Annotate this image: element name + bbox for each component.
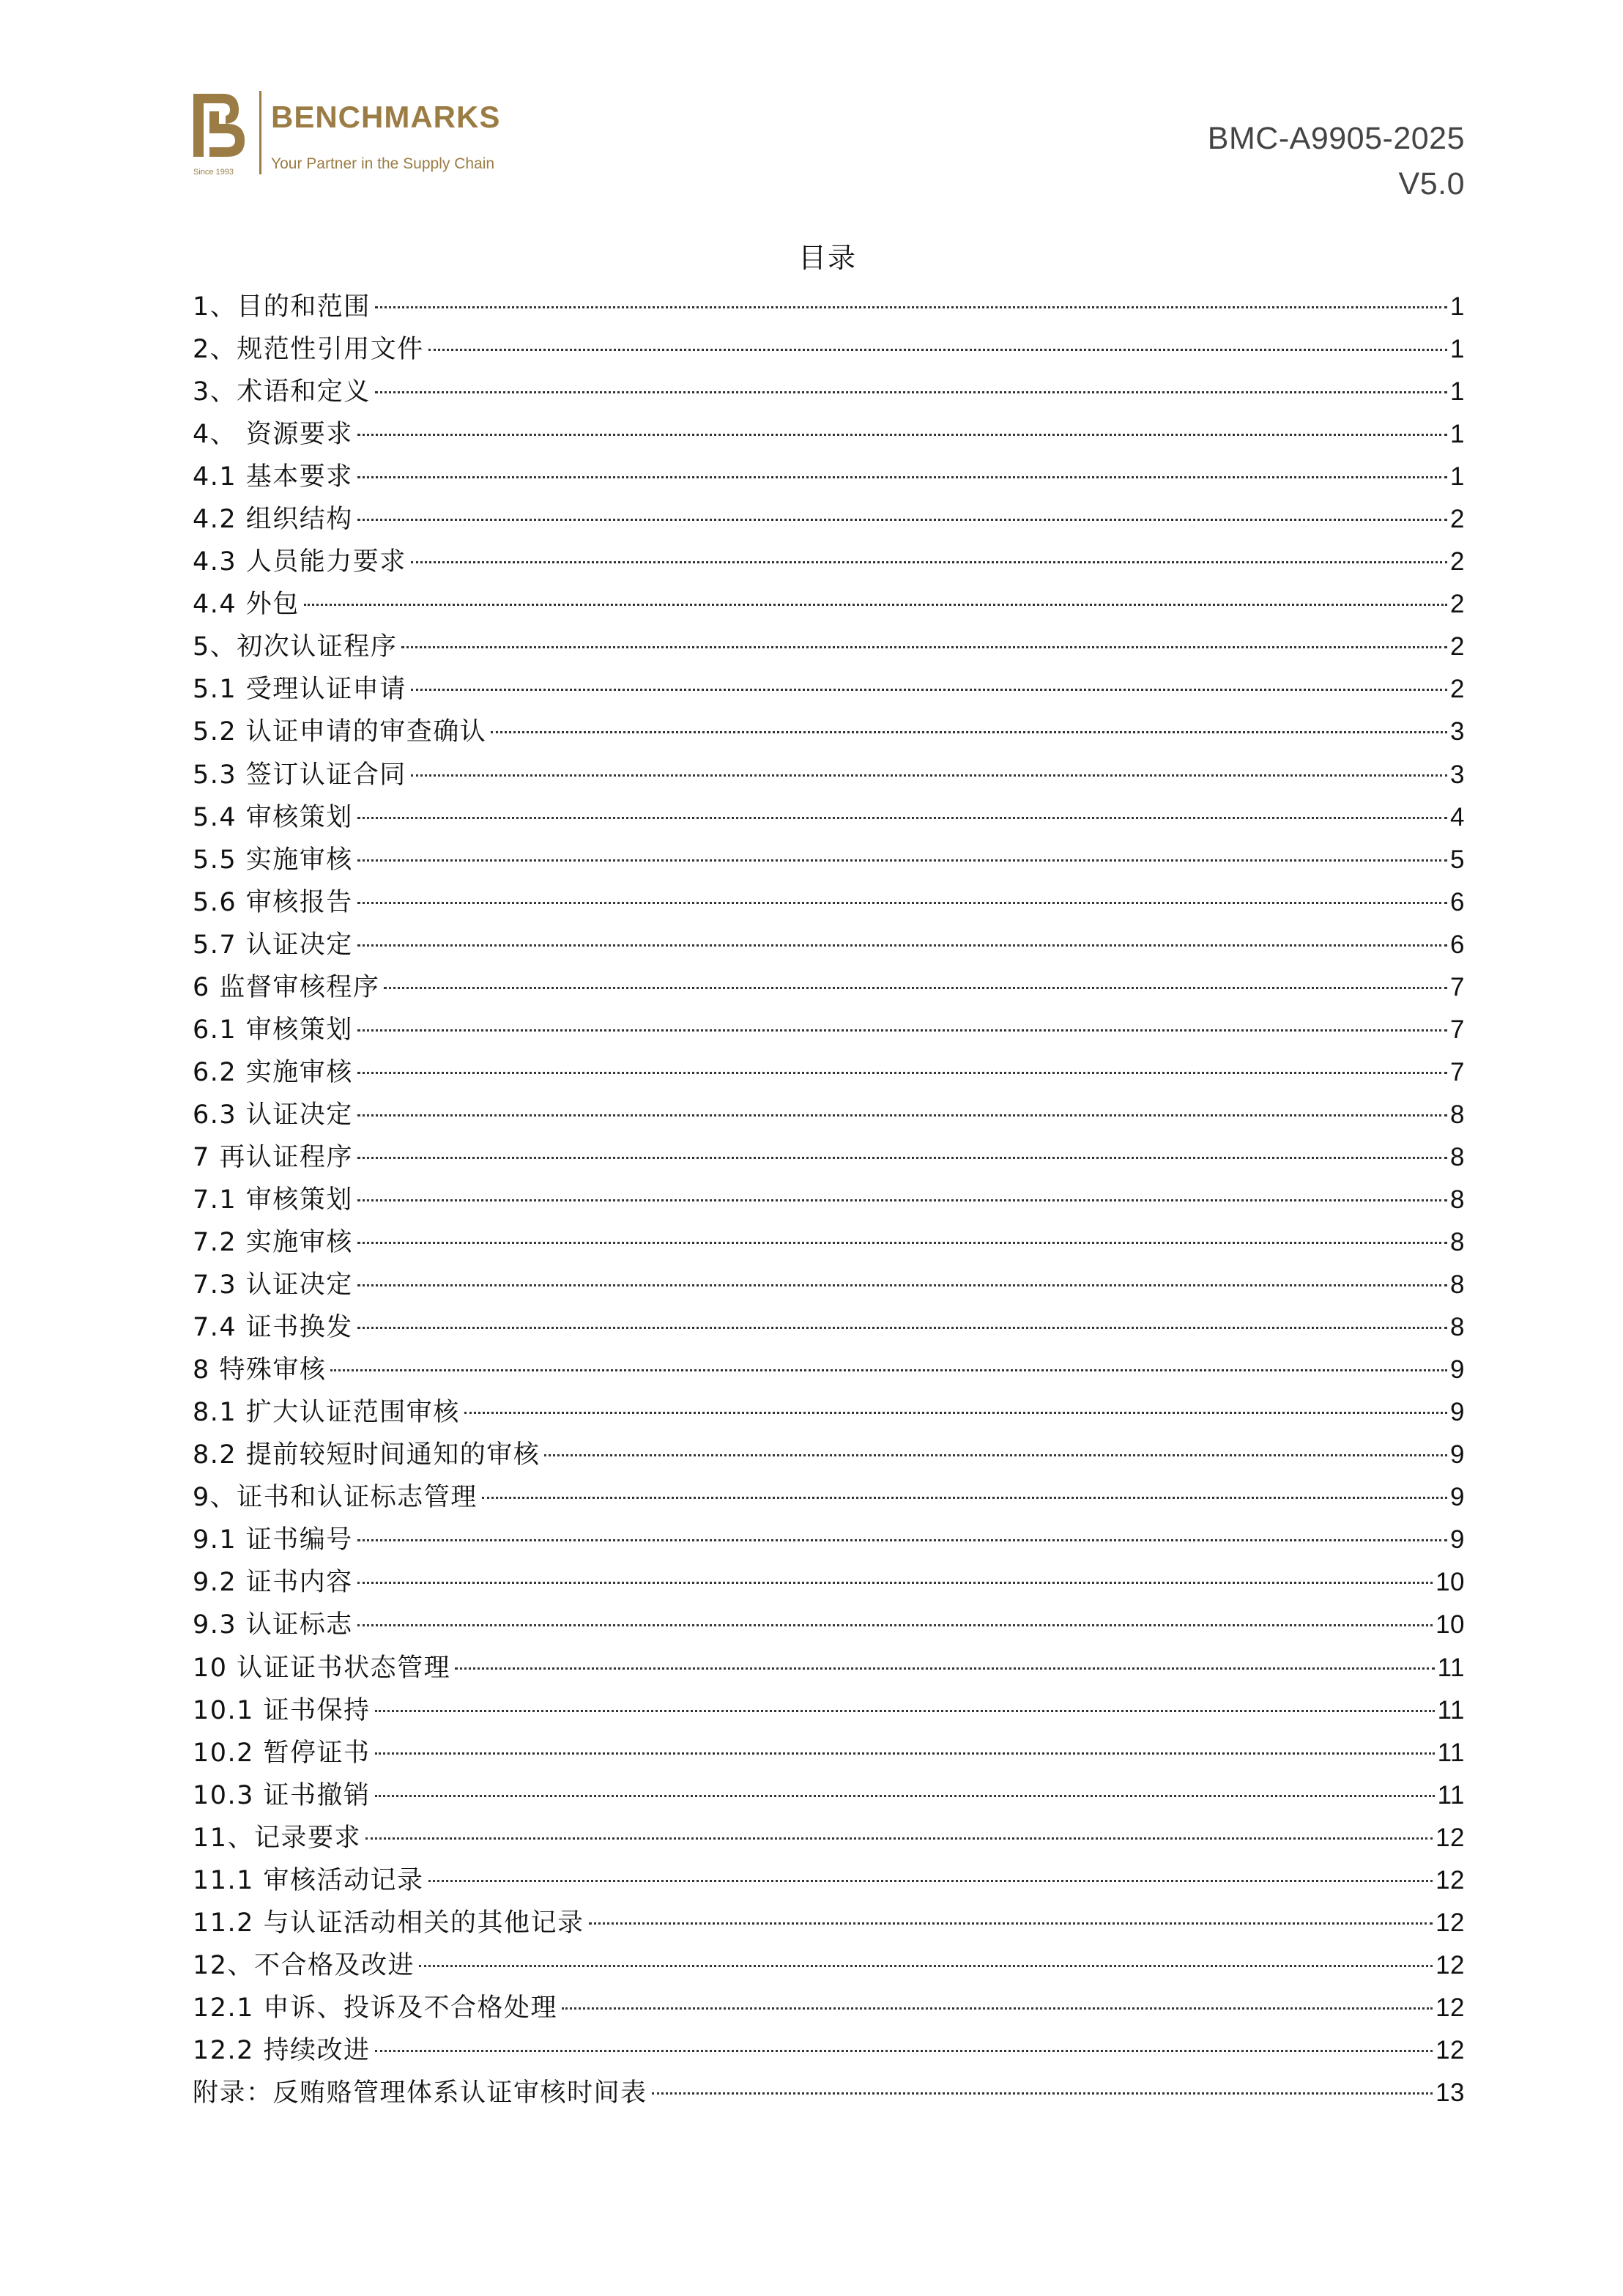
toc-entry-page-number: 4 bbox=[1450, 802, 1465, 832]
toc-entry-label: 12、不合格及改进 bbox=[193, 1950, 415, 1980]
toc-entry-page-number: 12 bbox=[1436, 1908, 1465, 1937]
toc-dot-leader bbox=[357, 434, 1447, 436]
toc-entry-page-number: 9 bbox=[1450, 1398, 1465, 1427]
toc-entry-page-number: 1 bbox=[1450, 335, 1465, 364]
toc-entry-page-number: 8 bbox=[1450, 1270, 1465, 1300]
toc-entry-label: 1、目的和范围 bbox=[193, 292, 371, 322]
toc-dot-leader bbox=[411, 689, 1447, 691]
toc-dot-leader bbox=[419, 1965, 1433, 1967]
toc-entry-label: 5.5 实施审核 bbox=[193, 845, 353, 875]
toc-entry-label: 11.1 审核活动记录 bbox=[193, 1865, 424, 1895]
toc-entry-page-number: 7 bbox=[1450, 972, 1465, 1001]
toc-dot-leader bbox=[375, 2050, 1433, 2052]
toc-entry[interactable] bbox=[193, 1689, 1465, 1732]
toc-entry[interactable] bbox=[193, 839, 1465, 881]
toc-entry-label: 6 监督审核程序 bbox=[193, 972, 380, 1002]
toc-entry[interactable] bbox=[193, 924, 1465, 966]
toc-entry-page-number: 9 bbox=[1450, 1525, 1465, 1555]
toc-dot-leader bbox=[357, 1624, 1433, 1626]
toc-dot-leader bbox=[491, 731, 1447, 733]
toc-entry-label: 9.2 证书内容 bbox=[193, 1568, 353, 1598]
toc-dot-leader bbox=[357, 1199, 1447, 1201]
toc-entry[interactable] bbox=[193, 413, 1465, 456]
toc-entry-page-number: 1 bbox=[1450, 420, 1465, 449]
toc-dot-leader bbox=[375, 391, 1447, 393]
toc-entry[interactable] bbox=[193, 498, 1465, 541]
toc-entry-page-number: 8 bbox=[1450, 1142, 1465, 1171]
toc-entry-label: 10 认证证书状态管理 bbox=[193, 1653, 451, 1683]
toc-entry[interactable] bbox=[193, 583, 1465, 626]
logo-brand-text: BENCHMARKS bbox=[271, 100, 501, 134]
toc-entry-label: 10.1 证书保持 bbox=[193, 1695, 371, 1725]
toc-entry[interactable] bbox=[193, 1094, 1465, 1136]
toc-entry-page-number: 11 bbox=[1437, 1653, 1465, 1682]
toc-entry[interactable] bbox=[193, 371, 1465, 413]
toc-entry-label: 12.1 申诉、投诉及不合格处理 bbox=[193, 1993, 558, 2023]
toc-entry-label: 9.1 证书编号 bbox=[193, 1525, 353, 1555]
toc-entry-label: 5、初次认证程序 bbox=[193, 632, 398, 662]
toc-dot-leader bbox=[455, 1667, 1434, 1670]
toc-entry[interactable] bbox=[193, 1944, 1465, 1987]
toc-entry-label: 8.1 扩大认证范围审核 bbox=[193, 1398, 460, 1428]
toc-entry-label: 附录：反贿赂管理体系认证审核时间表 bbox=[193, 2078, 647, 2108]
toc-entry[interactable] bbox=[193, 541, 1465, 583]
toc-entry-label: 8.2 提前较短时间通知的审核 bbox=[193, 1440, 541, 1470]
toc-dot-leader bbox=[357, 902, 1447, 904]
toc-entry-page-number: 13 bbox=[1436, 2078, 1465, 2107]
toc-entry[interactable] bbox=[193, 754, 1465, 796]
toc-entry[interactable] bbox=[193, 1987, 1465, 2029]
toc-entry-label: 7.1 审核策划 bbox=[193, 1185, 353, 1215]
toc-entry-page-number: 3 bbox=[1450, 717, 1465, 747]
toc-dot-leader bbox=[357, 1582, 1433, 1584]
toc-list bbox=[193, 286, 1465, 2114]
toc-dot-leader bbox=[411, 561, 1447, 563]
toc-dot-leader bbox=[384, 987, 1447, 989]
toc-entry-page-number: 10 bbox=[1436, 1610, 1465, 1640]
toc-entry-page-number: 7 bbox=[1450, 1057, 1465, 1086]
toc-entry[interactable] bbox=[193, 1476, 1465, 1519]
toc-entry-page-number: 9 bbox=[1450, 1483, 1465, 1512]
toc-entry-label: 12.2 持续改进 bbox=[193, 2035, 371, 2065]
toc-entry-label: 6.2 实施审核 bbox=[193, 1057, 353, 1087]
toc-entry-page-number: 6 bbox=[1450, 887, 1465, 916]
toc-title: 目录 bbox=[798, 242, 857, 274]
toc-entry[interactable] bbox=[193, 966, 1465, 1009]
toc-entry[interactable] bbox=[193, 1604, 1465, 1646]
toc-entry-label: 11、记录要求 bbox=[193, 1823, 362, 1853]
toc-dot-leader bbox=[357, 1539, 1447, 1541]
toc-dot-leader bbox=[562, 2007, 1433, 2010]
toc-entry-page-number: 1 bbox=[1450, 462, 1465, 492]
toc-entry-page-number: 6 bbox=[1450, 930, 1465, 959]
toc-dot-leader bbox=[357, 859, 1447, 862]
toc-dot-leader bbox=[652, 2092, 1433, 2095]
toc-dot-leader bbox=[304, 604, 1447, 606]
toc-dot-leader bbox=[464, 1412, 1447, 1414]
toc-entry-label: 5.1 受理认证申请 bbox=[193, 675, 406, 705]
toc-entry-label: 7.3 认证决定 bbox=[193, 1270, 353, 1300]
toc-entry-label: 3、术语和定义 bbox=[193, 377, 371, 407]
toc-entry-label: 5.3 签订认证合同 bbox=[193, 760, 406, 790]
toc-entry-page-number: 2 bbox=[1450, 547, 1465, 577]
toc-entry-label: 4.2 组织结构 bbox=[193, 505, 353, 535]
toc-entry-page-number: 12 bbox=[1436, 1823, 1465, 1852]
toc-entry[interactable] bbox=[193, 1349, 1465, 1391]
toc-entry-page-number: 12 bbox=[1436, 1993, 1465, 2022]
toc-dot-leader bbox=[482, 1497, 1447, 1499]
toc-entry[interactable] bbox=[193, 1647, 1465, 1689]
logo-monogram-icon bbox=[193, 94, 245, 157]
toc-dot-leader bbox=[428, 1880, 1433, 1882]
toc-entry-label: 7.2 实施审核 bbox=[193, 1228, 353, 1258]
toc-entry[interactable] bbox=[193, 1051, 1465, 1094]
toc-entry-label: 4.1 基本要求 bbox=[193, 462, 353, 492]
toc-dot-leader bbox=[357, 519, 1447, 521]
toc-entry-page-number: 1 bbox=[1450, 292, 1465, 321]
toc-entry-page-number: 3 bbox=[1450, 760, 1465, 789]
toc-dot-leader bbox=[330, 1369, 1447, 1371]
toc-entry[interactable] bbox=[193, 2072, 1465, 2114]
toc-entry-page-number: 11 bbox=[1437, 1738, 1465, 1767]
toc-entry-label: 11.2 与认证活动相关的其他记录 bbox=[193, 1908, 584, 1938]
toc-dot-leader bbox=[375, 1752, 1435, 1755]
toc-entry-page-number: 8 bbox=[1450, 1313, 1465, 1342]
toc-entry-page-number: 8 bbox=[1450, 1185, 1465, 1214]
toc-entry-label: 10.2 暂停证书 bbox=[193, 1738, 371, 1768]
toc-entry-label: 5.6 审核报告 bbox=[193, 887, 353, 917]
toc-dot-leader bbox=[357, 1284, 1447, 1286]
toc-dot-leader bbox=[375, 1710, 1435, 1712]
toc-entry-label: 4.3 人员能力要求 bbox=[193, 547, 406, 577]
toc-entry[interactable] bbox=[193, 328, 1465, 371]
toc-dot-leader bbox=[589, 1922, 1433, 1925]
toc-entry-label: 5.2 认证申请的审查确认 bbox=[193, 717, 487, 747]
toc-dot-leader bbox=[357, 1327, 1447, 1329]
toc-entry-label: 6.1 审核策划 bbox=[193, 1015, 353, 1045]
toc-entry-label: 10.3 证书撤销 bbox=[193, 1780, 371, 1810]
toc-entry-label: 4.4 外包 bbox=[193, 590, 300, 620]
toc-entry[interactable] bbox=[193, 881, 1465, 924]
toc-dot-leader bbox=[544, 1454, 1447, 1456]
toc-entry-page-number: 10 bbox=[1436, 1568, 1465, 1597]
toc-entry-page-number: 7 bbox=[1450, 1015, 1465, 1044]
toc-entry[interactable] bbox=[193, 1561, 1465, 1604]
toc-entry-page-number: 5 bbox=[1450, 845, 1465, 874]
toc-entry-page-number: 12 bbox=[1436, 1865, 1465, 1895]
toc-entry[interactable] bbox=[193, 1434, 1465, 1476]
toc-entry[interactable] bbox=[193, 1221, 1465, 1264]
toc-entry-page-number: 12 bbox=[1436, 1950, 1465, 1980]
toc-entry[interactable] bbox=[193, 1136, 1465, 1179]
toc-entry-label: 5.7 认证决定 bbox=[193, 930, 353, 960]
toc-dot-leader bbox=[357, 1242, 1447, 1244]
toc-entry-page-number: 2 bbox=[1450, 675, 1465, 704]
toc-entry-page-number: 11 bbox=[1437, 1695, 1465, 1725]
toc-entry[interactable] bbox=[193, 1009, 1465, 1051]
toc-entry[interactable] bbox=[193, 1306, 1465, 1349]
toc-entry-label: 9、证书和认证标志管理 bbox=[193, 1483, 478, 1513]
document-code-block bbox=[1208, 116, 1465, 207]
toc-dot-leader bbox=[428, 349, 1447, 351]
toc-entry-label: 9.3 认证标志 bbox=[193, 1610, 353, 1640]
toc-entry-label: 4、 资源要求 bbox=[193, 420, 353, 450]
toc-entry[interactable] bbox=[193, 286, 1465, 328]
toc-entry-label: 6.3 认证决定 bbox=[193, 1100, 353, 1130]
toc-entry[interactable] bbox=[193, 711, 1465, 753]
toc-entry-page-number: 8 bbox=[1450, 1228, 1465, 1257]
toc-entry[interactable] bbox=[193, 1859, 1465, 1902]
toc-entry[interactable] bbox=[193, 1391, 1465, 1434]
toc-entry-page-number: 2 bbox=[1450, 505, 1465, 534]
toc-dot-leader bbox=[357, 476, 1447, 478]
toc-entry[interactable] bbox=[193, 1519, 1465, 1561]
toc-dot-leader bbox=[357, 817, 1447, 819]
toc-entry-page-number: 9 bbox=[1450, 1440, 1465, 1470]
toc-entry-label: 5.4 审核策划 bbox=[193, 802, 353, 832]
toc-entry-label: 7 再认证程序 bbox=[193, 1142, 353, 1172]
toc-entry[interactable] bbox=[193, 456, 1465, 498]
toc-entry[interactable] bbox=[193, 668, 1465, 711]
toc-entry-page-number: 11 bbox=[1437, 1780, 1465, 1810]
toc-entry[interactable] bbox=[193, 796, 1465, 839]
toc-entry-label: 7.4 证书换发 bbox=[193, 1313, 353, 1343]
toc-dot-leader bbox=[357, 1114, 1447, 1116]
toc-dot-leader bbox=[375, 306, 1447, 308]
benchmarks-logo bbox=[193, 89, 523, 179]
toc-entry[interactable] bbox=[193, 2029, 1465, 2072]
toc-dot-leader bbox=[401, 646, 1447, 648]
toc-dot-leader bbox=[357, 944, 1447, 947]
toc-entry[interactable] bbox=[193, 626, 1465, 668]
toc-entry-page-number: 1 bbox=[1450, 377, 1465, 407]
logo-tagline-text: Your Partner in the Supply Chain bbox=[271, 155, 495, 172]
toc-dot-leader bbox=[411, 774, 1447, 777]
toc-dot-leader bbox=[357, 1029, 1447, 1032]
toc-entry-page-number: 2 bbox=[1450, 632, 1465, 662]
logo-divider bbox=[259, 91, 261, 174]
toc-entry-label: 2、规范性引用文件 bbox=[193, 335, 424, 365]
toc-entry[interactable] bbox=[193, 1774, 1465, 1817]
toc-entry[interactable] bbox=[193, 1817, 1465, 1859]
toc-entry-page-number: 12 bbox=[1436, 2035, 1465, 2064]
toc-entry[interactable] bbox=[193, 1902, 1465, 1944]
toc-dot-leader bbox=[357, 1072, 1447, 1074]
toc-entry[interactable] bbox=[193, 1264, 1465, 1306]
toc-entry-page-number: 9 bbox=[1450, 1355, 1465, 1385]
toc-entry[interactable] bbox=[193, 1179, 1465, 1221]
document-code: BMC-A9905-2025 bbox=[1207, 121, 1465, 156]
document-version: V5.0 bbox=[1398, 166, 1465, 201]
toc-entry[interactable] bbox=[193, 1732, 1465, 1774]
toc-entry-page-number: 2 bbox=[1450, 590, 1465, 619]
toc-entry-label: 8 特殊审核 bbox=[193, 1355, 327, 1385]
toc-dot-leader bbox=[365, 1837, 1433, 1840]
toc-entry-page-number: 8 bbox=[1450, 1100, 1465, 1129]
toc-dot-leader bbox=[375, 1795, 1435, 1797]
logo-since-text: Since 1993 bbox=[193, 168, 234, 177]
toc-dot-leader bbox=[357, 1157, 1447, 1159]
